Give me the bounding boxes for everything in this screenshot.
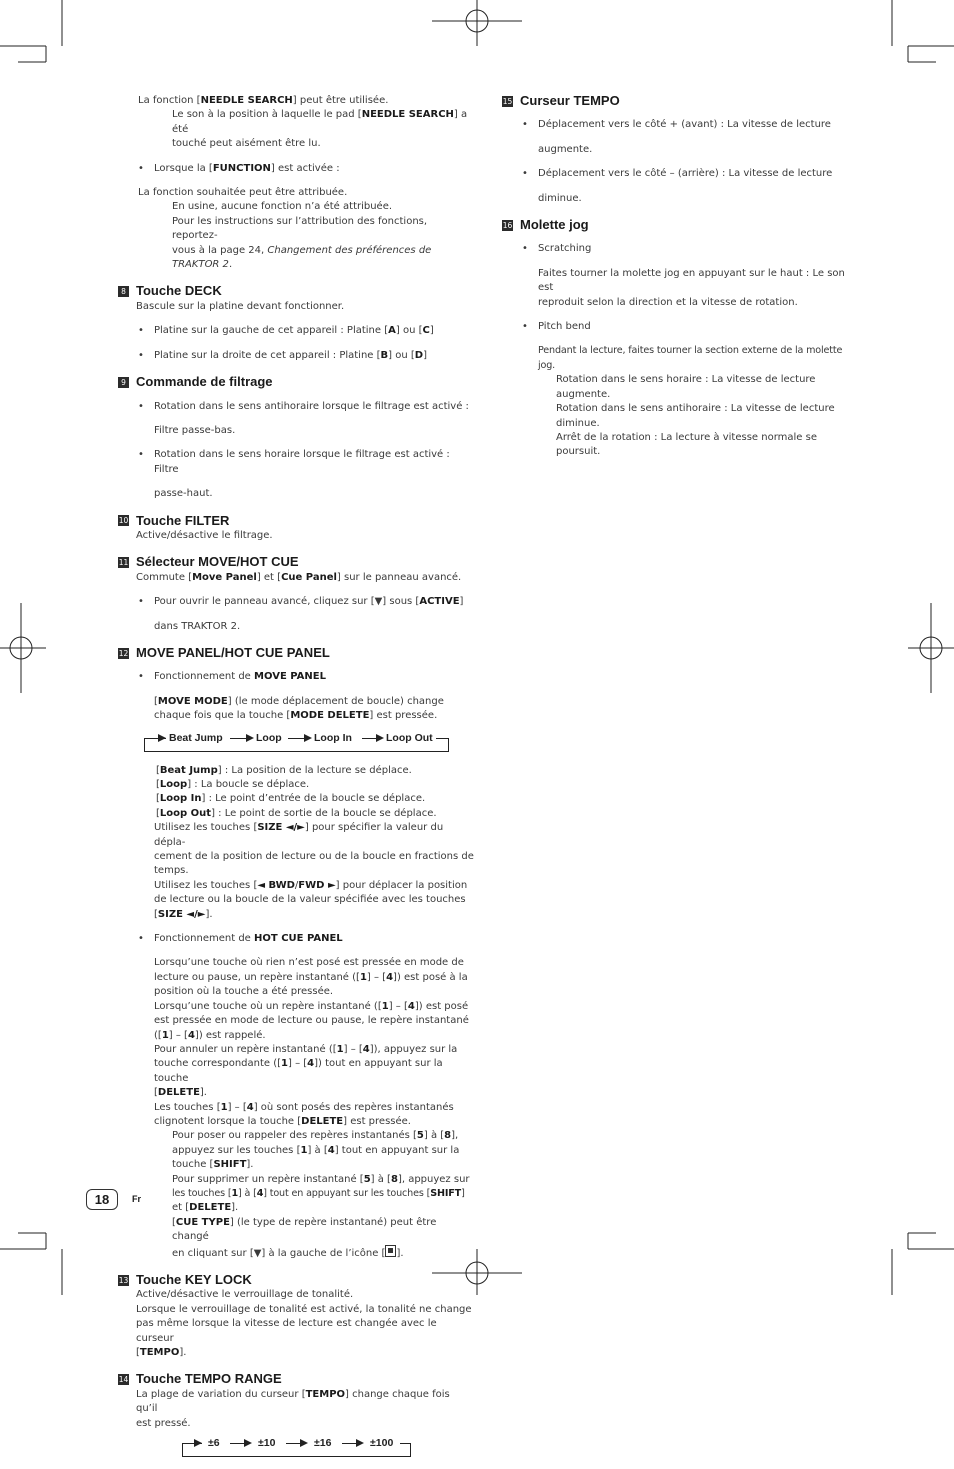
section-deck xyxy=(118,284,474,363)
section-number-badge: 13 xyxy=(118,1275,129,1285)
arrow-right-icon xyxy=(246,734,254,742)
arrow-right-icon xyxy=(300,1439,308,1447)
section-text: [Loop In] : Le point d’entrée de la boucle se déplace. xyxy=(156,793,426,805)
section-text: touche [SHIFT]. xyxy=(172,1159,254,1171)
section-title: Curseur TEMPO xyxy=(520,93,620,108)
section-text: Les touches [1] – [4] où sont posés des repères instantanés xyxy=(154,1101,454,1113)
section-filter-button xyxy=(118,514,474,544)
list-item: • Platine sur la droite de cet appareil : Platine [B] ou [D] xyxy=(118,349,474,363)
section-text: chaque fois que la touche [MODE DELETE] est pressée. xyxy=(154,710,438,722)
section-text: Lorsqu’une touche où un repère instantané ([1] – [4]) est posé xyxy=(154,1000,469,1012)
intro-block xyxy=(118,94,474,272)
section-text: diminue. xyxy=(538,192,582,204)
intro-line: En usine, aucune fonction n’a été attribuée. xyxy=(172,201,393,213)
section-move-hotcue-panel xyxy=(118,646,474,1261)
section-text: Faites tourner la molette jog en appuyant sur le haut : Le son est xyxy=(538,267,845,294)
section-text: est pressé. xyxy=(136,1417,191,1429)
section-filter-control xyxy=(118,375,474,501)
flow-step-beat-jump: Beat Jump xyxy=(169,731,223,744)
section-text: Rotation dans le sens antihoraire : La vitesse de lecture xyxy=(556,403,835,415)
section-text: passe-haut. xyxy=(154,488,213,500)
section-text: Utilisez les touches [◄ BWD/FWD ►] pour déplacer la position xyxy=(154,879,468,891)
section-title: Molette jog xyxy=(520,217,589,233)
intro-line: vous à la page 24, Changement des préférences de TRAKTOR 2. xyxy=(172,244,432,271)
arrow-right-icon xyxy=(304,734,312,742)
section-text: [Loop Out] : Le point de sortie de la boucle se déplace. xyxy=(156,807,437,819)
section-text: Pendant la lecture, faites tourner la section externe de la molette jog. xyxy=(538,345,843,371)
section-title: Touche DECK xyxy=(136,283,222,299)
section-text: appuyez sur les touches [1] à [4] tout en appuyant sur la xyxy=(172,1144,460,1156)
flow-step-loop-out: Loop Out xyxy=(386,731,433,744)
section-title: Touche KEY LOCK xyxy=(136,1272,252,1287)
section-text: et [DELETE]. xyxy=(172,1202,239,1214)
list-item: • Platine sur la gauche de cet appareil : Platine [A] ou [C] xyxy=(118,324,474,338)
flow-step-100: ±100 xyxy=(370,1437,394,1450)
section-text: [TEMPO]. xyxy=(136,1347,187,1359)
section-text: Filtre passe-bas. xyxy=(154,424,236,436)
intro-line: La fonction [NEEDLE SEARCH] peut être utilisée. xyxy=(138,95,389,106)
flow-step-10: ±10 xyxy=(258,1437,276,1450)
section-number-badge: 16 xyxy=(502,220,513,230)
section-text: Pour poser ou rappeler des repères instantanés [5] à [8], xyxy=(172,1130,459,1142)
section-text: dans TRAKTOR 2. xyxy=(154,620,241,632)
flow-step-6: ±6 xyxy=(208,1437,220,1450)
section-number-badge: 14 xyxy=(118,1375,129,1385)
section-text: Lorsqu’une touche où rien n’est posé est pressée en mode de xyxy=(154,957,464,969)
arrow-right-icon xyxy=(356,1439,364,1447)
section-text: Active/désactive le filtrage. xyxy=(136,529,273,541)
list-item: • Pitch bend xyxy=(502,320,858,334)
section-text: clignotent lorsque la touche [DELETE] est pressée. xyxy=(154,1115,411,1127)
flow-step-loop: Loop xyxy=(256,731,282,744)
intro-line: touché peut aisément être lu. xyxy=(172,138,321,150)
section-text: Active/désactive le verrouillage de tonalité. xyxy=(136,1289,354,1301)
section-text: cement de la position de lecture ou de la boucle en fractions de xyxy=(154,851,474,863)
cue-type-icon xyxy=(385,1245,396,1257)
section-number-badge: 11 xyxy=(118,558,129,568)
section-title: MOVE PANEL/HOT CUE PANEL xyxy=(136,644,330,660)
section-text: les touches [1] à [4] tout en appuyant sur les touches [SHIFT] xyxy=(172,1187,465,1199)
section-text: augmente. xyxy=(556,388,611,400)
list-item: • Fonctionnement de MOVE PANEL xyxy=(118,670,474,684)
list-item: • Lorsque la [FUNCTION] est activée : xyxy=(118,162,474,176)
move-mode-cycle-diagram xyxy=(144,732,474,754)
list-item: • Rotation dans le sens antihoraire lorsque le filtrage est activé : xyxy=(118,400,474,414)
list-item: • Scratching xyxy=(502,242,858,256)
right-column xyxy=(502,94,858,460)
section-number-badge: 8 xyxy=(118,286,129,297)
intro-line: Le son à la position à laquelle le pad [NEEDLE SEARCH] a été xyxy=(172,109,468,135)
section-title: Touche FILTER xyxy=(136,512,230,528)
section-move-hotcue-selector xyxy=(118,555,474,634)
list-item: • Rotation dans le sens horaire lorsque le filtrage est activé : Filtre xyxy=(118,448,474,477)
section-text: Lorsque le verrouillage de tonalité est activé, la tonalité ne change xyxy=(136,1303,472,1315)
list-item: • Pour ouvrir le panneau avancé, cliquez sur [▼] sous [ACTIVE] xyxy=(118,595,474,609)
tempo-range-cycle-diagram xyxy=(182,1437,412,1459)
section-text: temps. xyxy=(154,865,189,877)
section-text: Pour annuler un repère instantané ([1] – [4]), appuyez sur la xyxy=(154,1043,458,1055)
section-jog-wheel xyxy=(502,218,858,460)
left-column xyxy=(118,94,474,1469)
section-text: touche correspondante ([1] – [4]) tout en appuyant sur la touche xyxy=(154,1058,443,1084)
list-item: • Déplacement vers le côté + (avant) : La vitesse de lecture xyxy=(502,118,858,132)
arrow-right-icon xyxy=(158,734,166,742)
section-text: diminue. xyxy=(556,417,600,429)
section-text: pas même lorsque la vitesse de lecture est changée avec le curseur xyxy=(136,1318,437,1344)
section-number-badge: 15 xyxy=(502,96,513,106)
section-number-badge: 10 xyxy=(118,516,129,526)
arrow-right-icon xyxy=(376,734,384,742)
section-title: Touche TEMPO RANGE xyxy=(136,1371,282,1387)
section-text: [MOVE MODE] (le mode déplacement de boucle) change xyxy=(154,695,444,707)
section-text: [Loop] : La boucle se déplace. xyxy=(156,779,310,790)
list-item: • Fonctionnement de HOT CUE PANEL xyxy=(118,932,474,946)
section-text: Pour supprimer un repère instantané [5] à [8], appuyez sur xyxy=(172,1173,470,1185)
section-text: [SIZE ◄/►]. xyxy=(154,908,213,920)
section-number-badge: 12 xyxy=(118,648,129,658)
section-text: lecture ou pause, un repère instantané ([1] – [4]) est posé à la xyxy=(154,971,468,983)
section-text: [CUE TYPE] (le type de repère instantané) peut être changé xyxy=(172,1216,437,1243)
flow-step-loop-in: Loop In xyxy=(314,731,352,744)
section-text: Commute [Move Panel] et [Cue Panel] sur le panneau avancé. xyxy=(136,571,462,583)
section-text: reproduit selon la direction et la vitesse de rotation. xyxy=(538,296,798,308)
section-key-lock xyxy=(118,1273,474,1360)
section-text: en cliquant sur [▼] à la gauche de l’icône [ ]. xyxy=(118,1245,474,1261)
section-number-badge: 9 xyxy=(118,377,129,388)
list-item: • Déplacement vers le côté – (arrière) : La vitesse de lecture xyxy=(502,167,858,181)
section-tempo-range xyxy=(118,1372,474,1459)
section-text: de lecture ou la boucle de la valeur spécifiée avec les touches xyxy=(154,894,466,906)
section-tempo-slider xyxy=(502,94,858,206)
intro-line: La fonction souhaitée peut être attribuée. xyxy=(138,187,348,199)
section-text: Arrêt de la rotation : La lecture à vitesse normale se poursuit. xyxy=(556,431,817,458)
section-title: Sélecteur MOVE/HOT CUE xyxy=(136,554,299,570)
section-text: augmente. xyxy=(538,143,593,155)
section-text: Bascule sur la platine devant fonctionner. xyxy=(136,300,345,312)
section-title: Commande de filtrage xyxy=(136,374,273,390)
flow-step-16: ±16 xyxy=(314,1437,332,1450)
language-code: Fr xyxy=(132,1194,141,1204)
arrow-right-icon xyxy=(244,1439,252,1447)
arrow-right-icon xyxy=(194,1439,202,1447)
section-text: [Beat Jump] : La position de la lecture se déplace. xyxy=(156,764,412,776)
section-text: Rotation dans le sens horaire : La vitesse de lecture xyxy=(556,374,816,386)
page-number: 18 xyxy=(86,1189,118,1210)
section-text: position où la touche a été pressée. xyxy=(154,986,334,998)
intro-line: Pour les instructions sur l’attribution des fonctions, reportez- xyxy=(172,215,428,242)
section-text: est pressée en mode de lecture ou pause, le repère instantané xyxy=(154,1015,469,1027)
section-text: [DELETE]. xyxy=(154,1087,207,1099)
section-text: La plage de variation du curseur [TEMPO] change chaque fois qu’il xyxy=(136,1388,450,1415)
section-text: Utilisez les touches [SIZE ◄/►] pour spécifier la valeur du dépla- xyxy=(154,822,444,848)
section-text: ([1] – [4]) est rappelé. xyxy=(154,1029,266,1041)
